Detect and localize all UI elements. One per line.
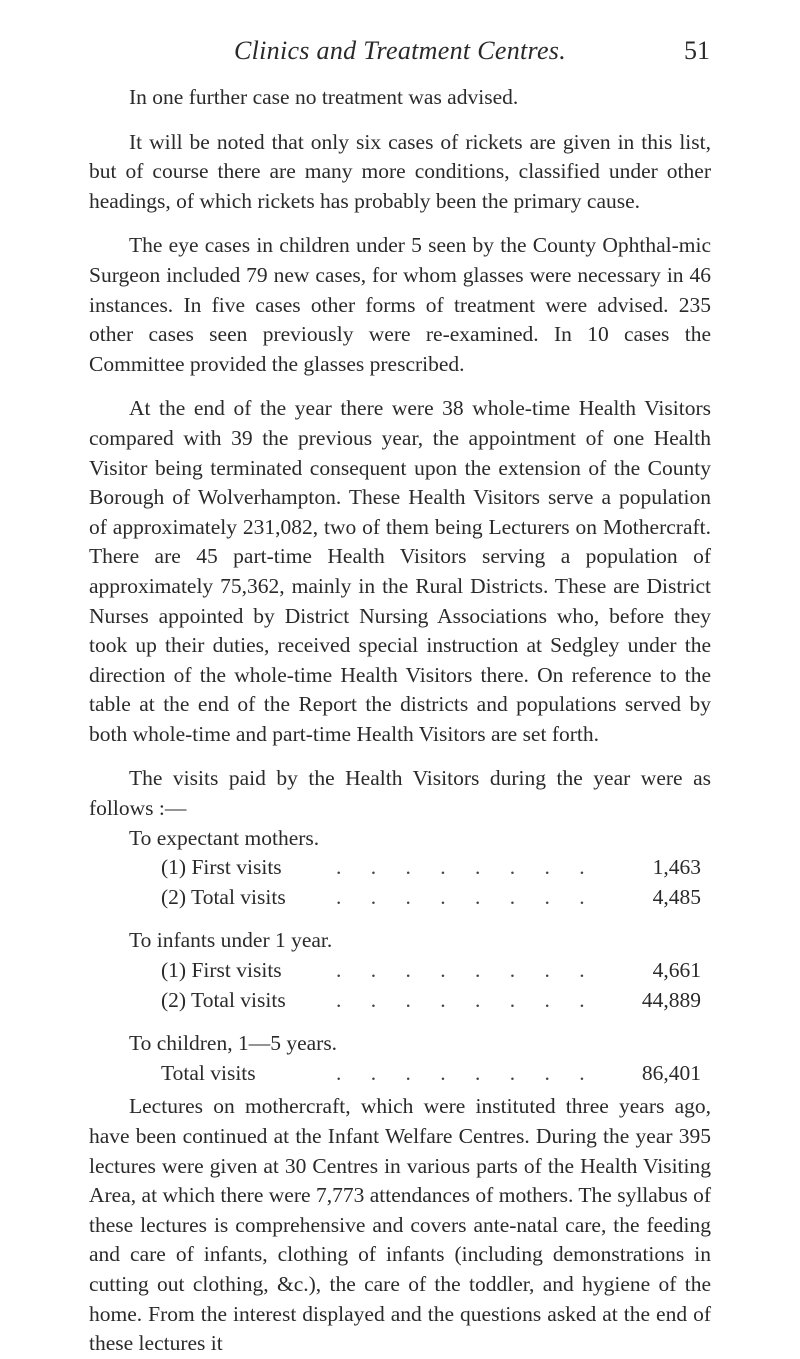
visits-group bbox=[89, 926, 711, 1015]
paragraph: The eye cases in children under 5 seen by the County Ophthal-mic Surgeon included 79 new cases, for whom glasses were necessary in 46 instances. In five cases other forms of treatment were advised. 235 other cases seen previously were re-examined. In 10 cases the Committee provided the glasses prescribed. bbox=[89, 233, 711, 376]
visits-row-value: 4,485 bbox=[652, 884, 701, 909]
body-text bbox=[89, 83, 711, 1359]
paragraph: At the end of the year there were 38 whole-time Health Visitors compared with 39 the previous year, the appointment of one Health Visitor being terminated consequent upon the extension of the County Borough of Wolverhampton. These Health Visitors serve a population of approximately 231,082, two of them being Lecturers on Mothercraft. There are 45 part-time Health Visitors serving a population of approximately 75,362, mainly in the Rural Districts. These are District Nurses appointed by District Nursing Associations who, before they took up their duties, received special instruction at Sedgley under the direction of the whole-time Health Visitors there. On reference to the table at the end of the Report the districts and populations served by both whole-time and part-time Health Visitors are set forth. bbox=[89, 396, 711, 746]
visits-row-label: (1) First visits bbox=[161, 855, 282, 880]
paragraph: It will be noted that only six cases of rickets are given in this list, but of course there are many more conditions, classified under other headings, of which rickets has probably been the primary cause. bbox=[89, 129, 711, 213]
visits-row-value: 44,889 bbox=[641, 987, 701, 1012]
visits-row bbox=[161, 986, 701, 1016]
visits-row-label: (1) First visits bbox=[161, 958, 282, 983]
leader-dots: . . . . . . . . bbox=[336, 884, 597, 909]
visits-group bbox=[89, 1029, 711, 1088]
page-header bbox=[0, 36, 800, 76]
visits-group-title: To infants under 1 year. bbox=[129, 928, 333, 953]
visits-group-title: To children, 1—5 years. bbox=[129, 1031, 338, 1056]
visits-group bbox=[89, 824, 711, 913]
visits-row-value: 4,661 bbox=[652, 958, 701, 983]
visits-row bbox=[161, 853, 701, 883]
visits-group-title: To expectant mothers. bbox=[129, 825, 320, 850]
leader-dots: . . . . . . . . bbox=[336, 1060, 597, 1085]
paragraph: In one further case no treatment was advised. bbox=[129, 85, 519, 109]
visits-row-value: 86,401 bbox=[641, 1060, 701, 1085]
visits-row-label: (2) Total visits bbox=[161, 987, 286, 1012]
leader-dots: . . . . . . . . bbox=[336, 855, 597, 880]
running-title: Clinics and Treatment Centres. bbox=[233, 36, 567, 65]
visits-row-label: Total visits bbox=[161, 1060, 256, 1085]
visits-table bbox=[89, 824, 711, 1089]
paragraph: The visits paid by the Health Visitors during the year were as follows :— bbox=[89, 766, 711, 821]
visits-row-label: (2) Total visits bbox=[161, 884, 286, 909]
visits-row-value: 1,463 bbox=[652, 855, 701, 880]
leader-dots: . . . . . . . . bbox=[336, 987, 597, 1012]
visits-row bbox=[161, 1059, 701, 1089]
leader-dots: . . . . . . . . bbox=[336, 958, 597, 983]
paragraph: Lectures on mothercraft, which were instituted three years ago, have been continued at the Infant Welfare Centres. During the year 395 lectures were given at 30 Centres in various parts of the Health Visiting Area, at which there were 7,773 attendances of mothers. The syllabus of these lectures is comprehensive and covers ante-natal care, the feeding and care of infants, clothing of infants (including demonstrations in cutting out clothing, &c.), the care of the toddler, and hygiene of the home. From the interest displayed and the questions asked at the end of these lectures it bbox=[89, 1094, 711, 1356]
page-number: 51 bbox=[684, 36, 710, 65]
visits-row bbox=[161, 883, 701, 913]
visits-row bbox=[161, 956, 701, 986]
